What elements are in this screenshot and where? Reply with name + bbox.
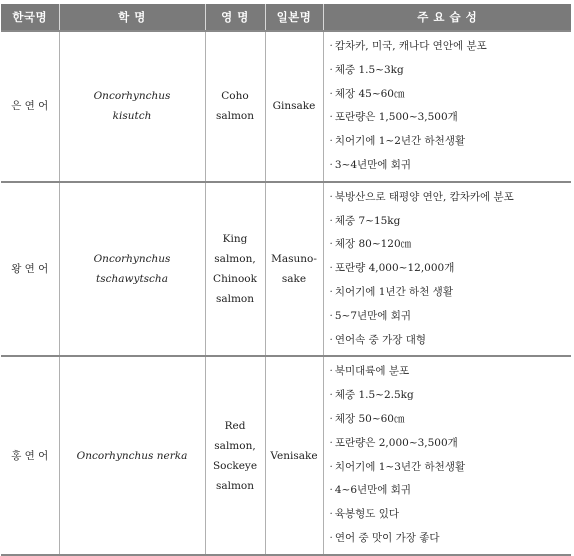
english-name-line: Sockeye — [212, 459, 258, 472]
english-name-line: salmon — [215, 479, 255, 492]
bullet-mark: · — [329, 309, 333, 322]
bullet-mark: · — [329, 87, 333, 100]
habit-text: 체장 80~120㎝ — [334, 238, 412, 251]
habit-text: 체중 7~15kg — [334, 214, 401, 227]
habit-item — [330, 154, 568, 178]
habit-text: 체장 45~60㎝ — [334, 87, 405, 100]
habit-text: 치어기에 1~2년간 하천생활 — [334, 135, 466, 148]
bullet-mark: · — [329, 135, 333, 148]
habit-item — [330, 257, 568, 281]
bullet-mark: · — [329, 412, 333, 425]
table-row — [1, 182, 571, 357]
habit-item — [330, 210, 568, 234]
habit-item — [330, 106, 568, 130]
habit-item — [330, 432, 568, 456]
habit-text: 포란량은 2,000~3,500개 — [334, 436, 458, 449]
bullet-mark: · — [329, 484, 333, 497]
bullet-mark: · — [329, 389, 333, 402]
bullet-mark: · — [329, 436, 333, 449]
habit-item — [330, 130, 568, 154]
header-korean-name: 한국명 — [1, 4, 59, 31]
english-name-cell — [205, 182, 265, 357]
header-scientific-name: 학 명 — [59, 4, 205, 31]
habit-item — [330, 384, 568, 408]
habit-text: 포란량은 1,500~3,500개 — [334, 111, 458, 124]
scientific-name-line: Oncorhynchus — [93, 90, 171, 103]
habit-item — [330, 186, 568, 210]
scientific-name-line: tschawytscha — [96, 273, 168, 286]
english-name-line: Chinook — [213, 273, 257, 286]
habit-text: 연어 중 맛이 가장 좋다 — [334, 531, 440, 544]
japanese-name-cell — [265, 356, 323, 554]
scientific-name-cell — [59, 356, 205, 554]
habit-item — [330, 479, 568, 503]
habit-text: 4~6년만에 회귀 — [334, 484, 412, 497]
english-name-line: King — [222, 233, 248, 246]
japanese-name-line: sake — [281, 273, 307, 286]
habit-item — [330, 503, 568, 527]
bullet-mark: · — [329, 285, 333, 298]
bullet-mark: · — [329, 214, 333, 227]
scientific-name-cell — [59, 31, 205, 182]
habit-text: 북방산으로 태평양 연안, 캄차카에 분포 — [334, 190, 514, 203]
english-name-line: Red — [224, 419, 246, 432]
japanese-name-cell — [265, 31, 323, 182]
habit-item — [330, 35, 568, 59]
korean-name-cell: 홍 연 어 — [1, 356, 59, 554]
bullet-mark: · — [329, 365, 333, 378]
bullet-mark: · — [329, 508, 333, 521]
habit-item — [330, 456, 568, 480]
habits-cell — [323, 31, 571, 182]
scientific-name-line: Oncorhynchus nerka — [76, 449, 188, 462]
header-row — [1, 4, 571, 31]
habit-item — [330, 527, 568, 551]
habit-item — [330, 305, 568, 329]
scientific-name-line: kisutch — [112, 110, 152, 123]
habit-text: 3~4년만에 회귀 — [334, 158, 412, 171]
korean-name-cell: 은 연 어 — [1, 31, 59, 182]
habit-text: 연어속 중 가장 대형 — [334, 333, 427, 346]
habit-text: 캄차카, 미국, 캐나다 연안에 분포 — [334, 40, 487, 52]
bullet-mark: · — [329, 460, 333, 473]
habit-item — [330, 83, 568, 107]
english-name-cell — [205, 31, 265, 182]
habit-item — [330, 408, 568, 432]
japanese-name-line: Masuno- — [271, 253, 317, 266]
english-name-line: salmon, — [214, 439, 256, 452]
english-name-line: salmon — [215, 293, 255, 306]
habit-item — [330, 360, 568, 384]
japanese-name-cell — [265, 182, 323, 357]
bullet-mark: · — [329, 63, 333, 76]
bullet-mark: · — [329, 333, 333, 346]
habit-text: 체장 50~60㎝ — [334, 412, 405, 425]
bullet-mark: · — [329, 111, 333, 124]
english-name-line: salmon, — [214, 253, 256, 266]
habit-text: 체중 1.5~3kg — [334, 63, 404, 76]
habit-text: 5~7년만에 회귀 — [334, 309, 412, 322]
habits-cell — [323, 356, 571, 554]
habit-text: 치어기에 1~3년간 하천생활 — [334, 460, 466, 473]
habit-text: 치어기에 1년간 하천 생활 — [334, 285, 453, 298]
habits-cell — [323, 182, 571, 357]
english-name-cell — [205, 356, 265, 554]
scientific-name-cell — [59, 182, 205, 357]
bullet-mark: · — [329, 158, 333, 171]
habit-text: 포란량 4,000~12,000개 — [334, 262, 455, 275]
bullet-mark: · — [329, 190, 333, 203]
korean-name-cell: 왕 연 어 — [1, 182, 59, 357]
habit-text: 체중 1.5~2.5kg — [334, 389, 414, 402]
habit-item — [330, 59, 568, 83]
japanese-name-line: Venisake — [270, 449, 318, 462]
scientific-name-line: Oncorhynchus — [93, 253, 171, 266]
japanese-name-line: Ginsake — [272, 100, 316, 113]
habit-item — [330, 233, 568, 257]
bullet-mark: · — [329, 531, 333, 544]
header-english-name: 영 명 — [205, 4, 265, 31]
habit-text: 육봉형도 있다 — [334, 508, 400, 521]
bullet-mark: · — [329, 40, 333, 52]
habit-item — [330, 329, 568, 353]
salmon-species-table — [1, 4, 571, 556]
bullet-mark: · — [329, 238, 333, 251]
header-japanese-name: 일본명 — [265, 4, 323, 31]
header-main-habits: 주 요 습 성 — [323, 4, 571, 31]
bullet-mark: · — [329, 262, 333, 275]
english-name-line: Coho — [221, 90, 249, 103]
habit-item — [330, 281, 568, 305]
table-row — [1, 356, 571, 554]
habit-text: 북미대륙에 분포 — [334, 365, 410, 378]
english-name-line: salmon — [215, 110, 255, 123]
table-row — [1, 31, 571, 182]
